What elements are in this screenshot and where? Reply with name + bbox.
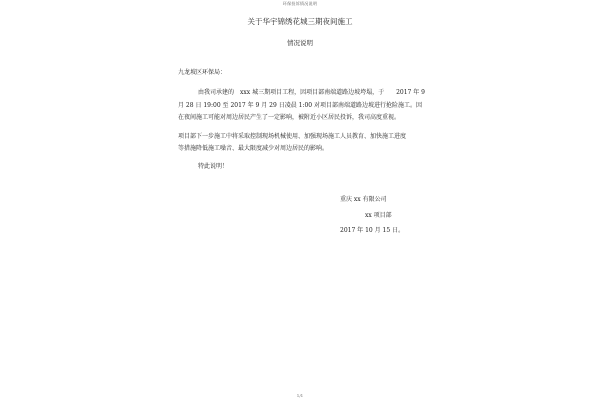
paragraph-1-line-2: 月 28 日 19:00 至 2017 年 9 月 29 日凌晨 1:00 对项目部南端道路边坡进行抢险施工。因 [178,102,423,109]
paragraph-1-line-1 [198,89,425,97]
closing-remark: 特此说明！ [198,163,229,170]
signature-department: xx 项目部 [365,212,392,219]
page-number: 1/1 [296,393,304,398]
paragraph-1-text-c: 2017 年 9 [396,89,425,96]
document-title: 关于华宇锦绣花城三期夜间施工 [247,17,353,26]
signature-company: 重庆 xx 有限公司 [340,196,387,203]
paragraph-1-line-3: 在夜间施工可能对周边居民产生了一定影响，被附近小区居民投诉，我司高度重视。 [178,114,401,121]
document-subtitle: 情况说明 [287,39,313,47]
paragraph-2-line-2: 等措施降低施工噪音、最大限度减少对周边居民的影响。 [178,145,329,152]
running-header: 环保投诉情况说明 [282,1,318,6]
paragraph-1-text-a: 由我司承建的 [198,89,235,96]
addressee: 九龙坡区环保局： [178,69,227,76]
signature-date: 2017 年 10 月 15 日。 [340,227,405,234]
paragraph-2-line-1: 项目部下一步施工中将采取控制现场机械使用、加强现场施工人员教育、加快施工进度 [178,133,407,140]
paragraph-1-text-b: xxx 城三期项目工程，因项目部南端道路边坡垮塌，于 [240,89,385,96]
